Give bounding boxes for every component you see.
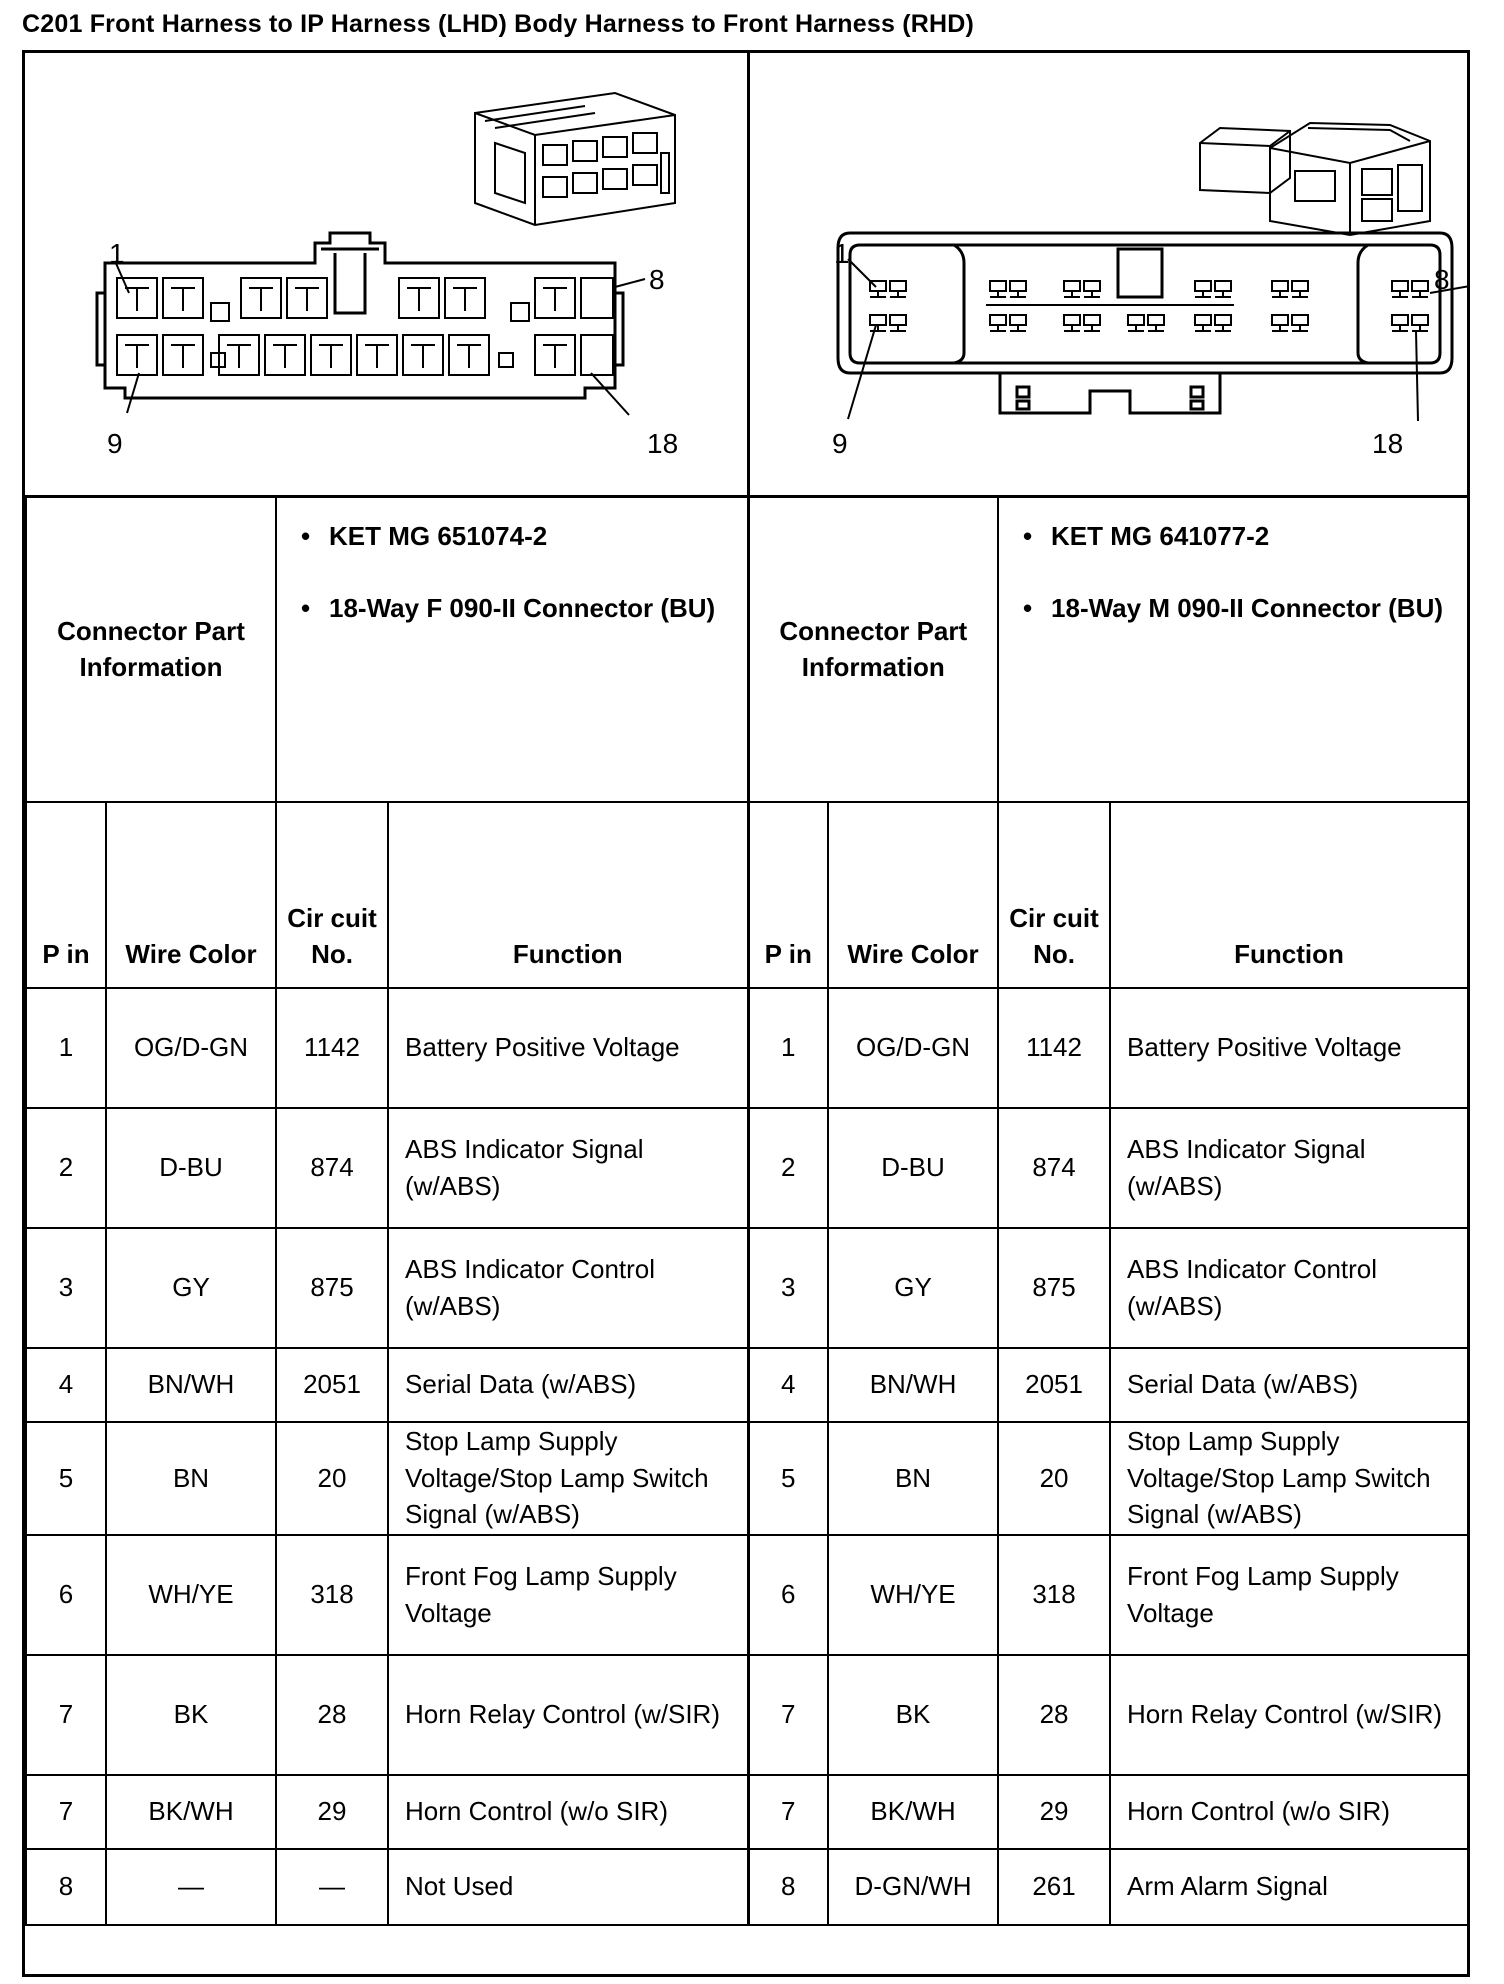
page-title: C201 Front Harness to IP Harness (LHD) Body Harness to Front Harness (RHD) [22, 10, 975, 38]
left-pin-cell: 4 [26, 1348, 106, 1422]
right-info-label: Connector Part Information [748, 497, 998, 802]
right-pin-cell: 7 [748, 1775, 828, 1849]
right-pin-cell: 3 [748, 1228, 828, 1348]
left-header-function: Function [388, 802, 748, 988]
female-bottom-row-cavities [117, 335, 613, 375]
right-wire-color-cell: BN [828, 1422, 998, 1535]
left-pin-cell: 6 [26, 1535, 106, 1655]
right-info-content [998, 497, 1468, 802]
left-circuit-cell: 29 [276, 1775, 388, 1849]
male-pin-label-1: 1 [834, 238, 850, 269]
right-header-circuit: Cir cuit No. [998, 802, 1110, 988]
right-pin-cell: 4 [748, 1348, 828, 1422]
right-wire-color-cell: BK [828, 1655, 998, 1775]
right-circuit-cell: 1142 [998, 988, 1110, 1108]
right-wire-color-cell: BN/WH [828, 1348, 998, 1422]
left-connector-panel [25, 53, 747, 495]
female-pin-label-9: 9 [107, 428, 123, 459]
right-circuit-cell: 261 [998, 1849, 1110, 1925]
male-connector-diagram [750, 53, 1470, 495]
left-wire-color-cell: OG/D-GN [106, 988, 276, 1108]
table-row [26, 1348, 1468, 1422]
right-function-cell: ABS Indicator Control (w/ABS) [1110, 1228, 1468, 1348]
male-bottom-row-terminals [870, 315, 1428, 331]
right-circuit-cell: 875 [998, 1228, 1110, 1348]
left-circuit-cell: 318 [276, 1535, 388, 1655]
right-pin-cell: 1 [748, 988, 828, 1108]
left-header-circuit: Cir cuit No. [276, 802, 388, 988]
right-wire-color-cell: OG/D-GN [828, 988, 998, 1108]
right-function-cell: Stop Lamp Supply Voltage/Stop Lamp Switch Signal (w/ABS) [1110, 1422, 1468, 1535]
left-circuit-cell: 1142 [276, 988, 388, 1108]
left-wire-color-cell: WH/YE [106, 1535, 276, 1655]
left-info-item: • 18-Way F 090-II Connector (BU) [301, 593, 716, 624]
header-row [26, 802, 1468, 988]
right-pin-cell: 8 [748, 1849, 828, 1925]
pinout-table [25, 495, 1469, 1926]
right-circuit-cell: 20 [998, 1422, 1110, 1535]
left-wire-color-cell: — [106, 1849, 276, 1925]
right-circuit-cell: 874 [998, 1108, 1110, 1228]
left-pin-cell: 3 [26, 1228, 106, 1348]
left-circuit-cell: 2051 [276, 1348, 388, 1422]
female-connector-3d-thumbnail [475, 93, 675, 225]
left-function-cell: Horn Relay Control (w/SIR) [388, 1655, 748, 1775]
left-pin-cell: 8 [26, 1849, 106, 1925]
right-header-pin: P in [748, 802, 828, 988]
right-pin-cell: 5 [748, 1422, 828, 1535]
right-circuit-cell: 29 [998, 1775, 1110, 1849]
left-circuit-cell: 874 [276, 1108, 388, 1228]
left-function-cell: Battery Positive Voltage [388, 988, 748, 1108]
left-pin-cell: 2 [26, 1108, 106, 1228]
left-circuit-cell: 875 [276, 1228, 388, 1348]
left-wire-color-cell: BN/WH [106, 1348, 276, 1422]
left-circuit-cell: 20 [276, 1422, 388, 1535]
right-pin-cell: 6 [748, 1535, 828, 1655]
right-function-cell: Arm Alarm Signal [1110, 1849, 1468, 1925]
right-pin-cell: 2 [748, 1108, 828, 1228]
female-connector-diagram [25, 53, 747, 495]
male-pin-label-9: 9 [832, 428, 848, 459]
left-wire-color-cell: GY [106, 1228, 276, 1348]
female-pin-leader-lines [115, 261, 645, 415]
left-wire-color-cell: BK/WH [106, 1775, 276, 1849]
left-function-cell: ABS Indicator Control (w/ABS) [388, 1228, 748, 1348]
left-info-content [276, 497, 748, 802]
table-row [26, 1849, 1468, 1925]
left-pin-cell: 7 [26, 1655, 106, 1775]
left-pin-cell: 5 [26, 1422, 106, 1535]
right-function-cell: Horn Control (w/o SIR) [1110, 1775, 1468, 1849]
right-header-function: Function [1110, 802, 1468, 988]
right-function-cell: Front Fog Lamp Supply Voltage [1110, 1535, 1468, 1655]
right-wire-color-cell: BK/WH [828, 1775, 998, 1849]
right-function-cell: Battery Positive Voltage [1110, 988, 1468, 1108]
left-circuit-cell: 28 [276, 1655, 388, 1775]
right-pin-cell: 7 [748, 1655, 828, 1775]
connector-diagrams [25, 53, 1467, 495]
right-wire-color-cell: D-BU [828, 1108, 998, 1228]
female-connector-outline [97, 233, 623, 398]
female-pin-label-8: 8 [649, 264, 665, 295]
right-info-item: • 18-Way M 090-II Connector (BU) [1023, 593, 1444, 624]
left-function-cell: Not Used [388, 1849, 748, 1925]
left-circuit-cell: — [276, 1849, 388, 1925]
table-row [26, 1655, 1468, 1775]
right-circuit-cell: 2051 [998, 1348, 1110, 1422]
table-row [26, 1422, 1468, 1535]
left-info-label: Connector Part Information [26, 497, 276, 802]
connector-sheet [22, 50, 1470, 1977]
left-wire-color-cell: BK [106, 1655, 276, 1775]
left-info-item: • KET MG 651074-2 [301, 521, 548, 551]
male-pin-label-18: 18 [1372, 428, 1404, 459]
table-row [26, 1108, 1468, 1228]
right-wire-color-cell: WH/YE [828, 1535, 998, 1655]
table-row [26, 1775, 1468, 1849]
left-function-cell: ABS Indicator Signal (w/ABS) [388, 1108, 748, 1228]
male-pin-label-8: 8 [1434, 264, 1450, 295]
left-wire-color-cell: BN [106, 1422, 276, 1535]
right-function-cell: ABS Indicator Signal (w/ABS) [1110, 1108, 1468, 1228]
female-pin-label-1: 1 [109, 238, 125, 269]
right-circuit-cell: 318 [998, 1535, 1110, 1655]
right-function-cell: Serial Data (w/ABS) [1110, 1348, 1468, 1422]
left-header-wire-color: Wire Color [106, 802, 276, 988]
left-function-cell: Horn Control (w/o SIR) [388, 1775, 748, 1849]
table-row [26, 988, 1468, 1108]
right-header-wire-color: Wire Color [828, 802, 998, 988]
left-wire-color-cell: D-BU [106, 1108, 276, 1228]
left-function-cell: Stop Lamp Supply Voltage/Stop Lamp Switch Signal (w/ABS) [388, 1422, 748, 1535]
male-connector-3d-thumbnail [1200, 123, 1430, 235]
male-pin-leader-lines [848, 259, 1470, 421]
table-row [26, 1535, 1468, 1655]
male-top-row-terminals [870, 281, 1428, 297]
left-function-cell: Front Fog Lamp Supply Voltage [388, 1535, 748, 1655]
left-pin-cell: 7 [26, 1775, 106, 1849]
connector-info-row [26, 497, 1468, 802]
left-header-pin: P in [26, 802, 106, 988]
female-pin-label-18: 18 [647, 428, 679, 459]
right-connector-panel [747, 53, 1470, 495]
pinout-rows [26, 988, 1468, 1925]
right-circuit-cell: 28 [998, 1655, 1110, 1775]
left-function-cell: Serial Data (w/ABS) [388, 1348, 748, 1422]
right-wire-color-cell: GY [828, 1228, 998, 1348]
right-function-cell: Horn Relay Control (w/SIR) [1110, 1655, 1468, 1775]
left-pin-cell: 1 [26, 988, 106, 1108]
male-connector-cavities [870, 281, 1428, 331]
right-wire-color-cell: D-GN/WH [828, 1849, 998, 1925]
right-info-item: • KET MG 641077-2 [1023, 521, 1270, 551]
table-row [26, 1228, 1468, 1348]
